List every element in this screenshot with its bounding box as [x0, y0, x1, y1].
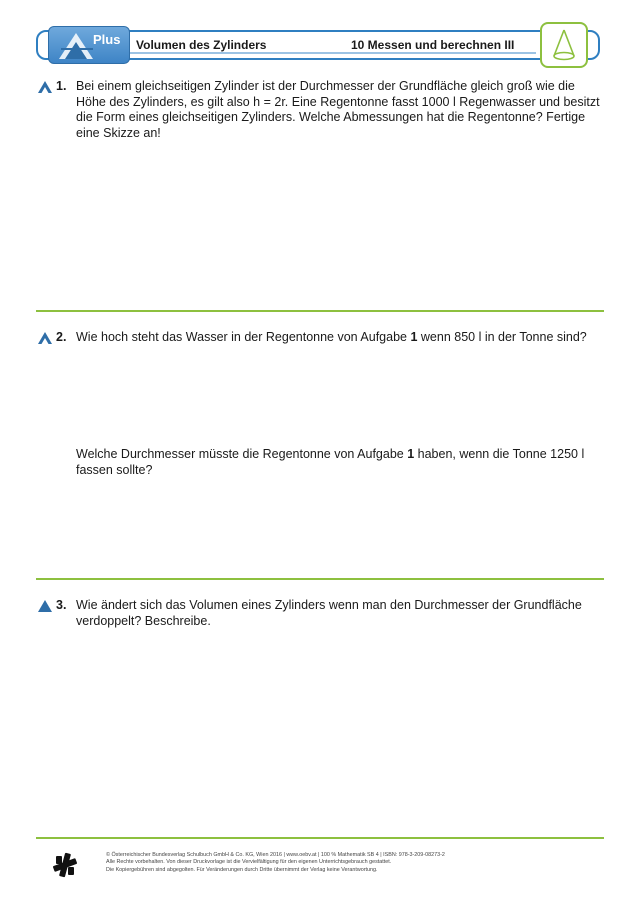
text-segment: Welche Durchmesser müsste die Regentonne von Aufgabe — [76, 447, 408, 461]
triangle-task-icon — [38, 600, 52, 612]
task-text-a — [76, 330, 606, 346]
footer-line: © Österreichischer Bundesverlag Schulbuch GmbH & Co. KG, Wien 2016 | www.oebv.at | 100 % Mathematik SB 4 | ISBN: 978-3-209-08273-2 — [106, 852, 445, 858]
task-1 — [36, 79, 608, 139]
task-number: 1. — [56, 79, 67, 93]
publisher-logo-icon — [52, 852, 78, 878]
triangle-task-icon — [38, 332, 52, 344]
divider — [36, 578, 604, 580]
task-text-b — [76, 447, 606, 478]
text-segment: Wie hoch steht das Wasser in der Regentonne von Aufgabe — [76, 330, 411, 344]
divider — [36, 310, 604, 312]
task-reference: 1 — [410, 330, 418, 344]
page-title: Volumen des Zylinders — [136, 38, 267, 52]
text-segment: haben, wenn die Tonne 1250 l fassen sollte? — [76, 447, 585, 477]
task-2 — [36, 330, 608, 350]
footer-copyright — [106, 852, 576, 874]
task-reference: 1 — [407, 447, 415, 461]
task-2-part-b — [36, 447, 608, 481]
task-3 — [36, 598, 608, 632]
task-text: Bei einem gleichseitigen Zylinder ist der Durchmesser der Grundfläche gleich groß wie die Höhe des Zylinders, es gilt also h = 2r. Eine Regentonne fasst 1000 l Regenwasser und besitzt die Form eines gleichseitigen Zylinders. Welche Abmessungen hat die Regentonne? Fertige eine Skizze an! — [76, 79, 600, 140]
chapter-title: 10 Messen und berechnen III — [351, 38, 515, 52]
cone-badge — [540, 22, 588, 68]
footer-line: Die Kopiergebühren sind abgegolten. Für Veränderungen durch Dritte übernimmt der Verlag keine Verantwortung. — [106, 866, 378, 873]
footer-line: Alle Rechte vorbehalten. Von dieser Druckvorlage ist die Vervielfältigung für den eigenen Unterrichtsgebrauch gestattet. — [106, 859, 392, 866]
text-segment: wenn 850 l in der Tonne sind? — [417, 330, 587, 344]
task-text: Wie ändert sich das Volumen eines Zylinders wenn man den Durchmesser der Grundfläche verdoppelt? Beschreibe. — [76, 598, 582, 628]
triangle-task-icon — [38, 81, 52, 93]
divider — [36, 837, 604, 839]
header-underline — [128, 52, 536, 54]
logo-label: Plus — [93, 32, 121, 47]
task-number: 2. — [56, 330, 67, 344]
cone-icon — [542, 24, 586, 66]
plus-logo — [48, 26, 130, 64]
task-number: 3. — [56, 598, 67, 612]
